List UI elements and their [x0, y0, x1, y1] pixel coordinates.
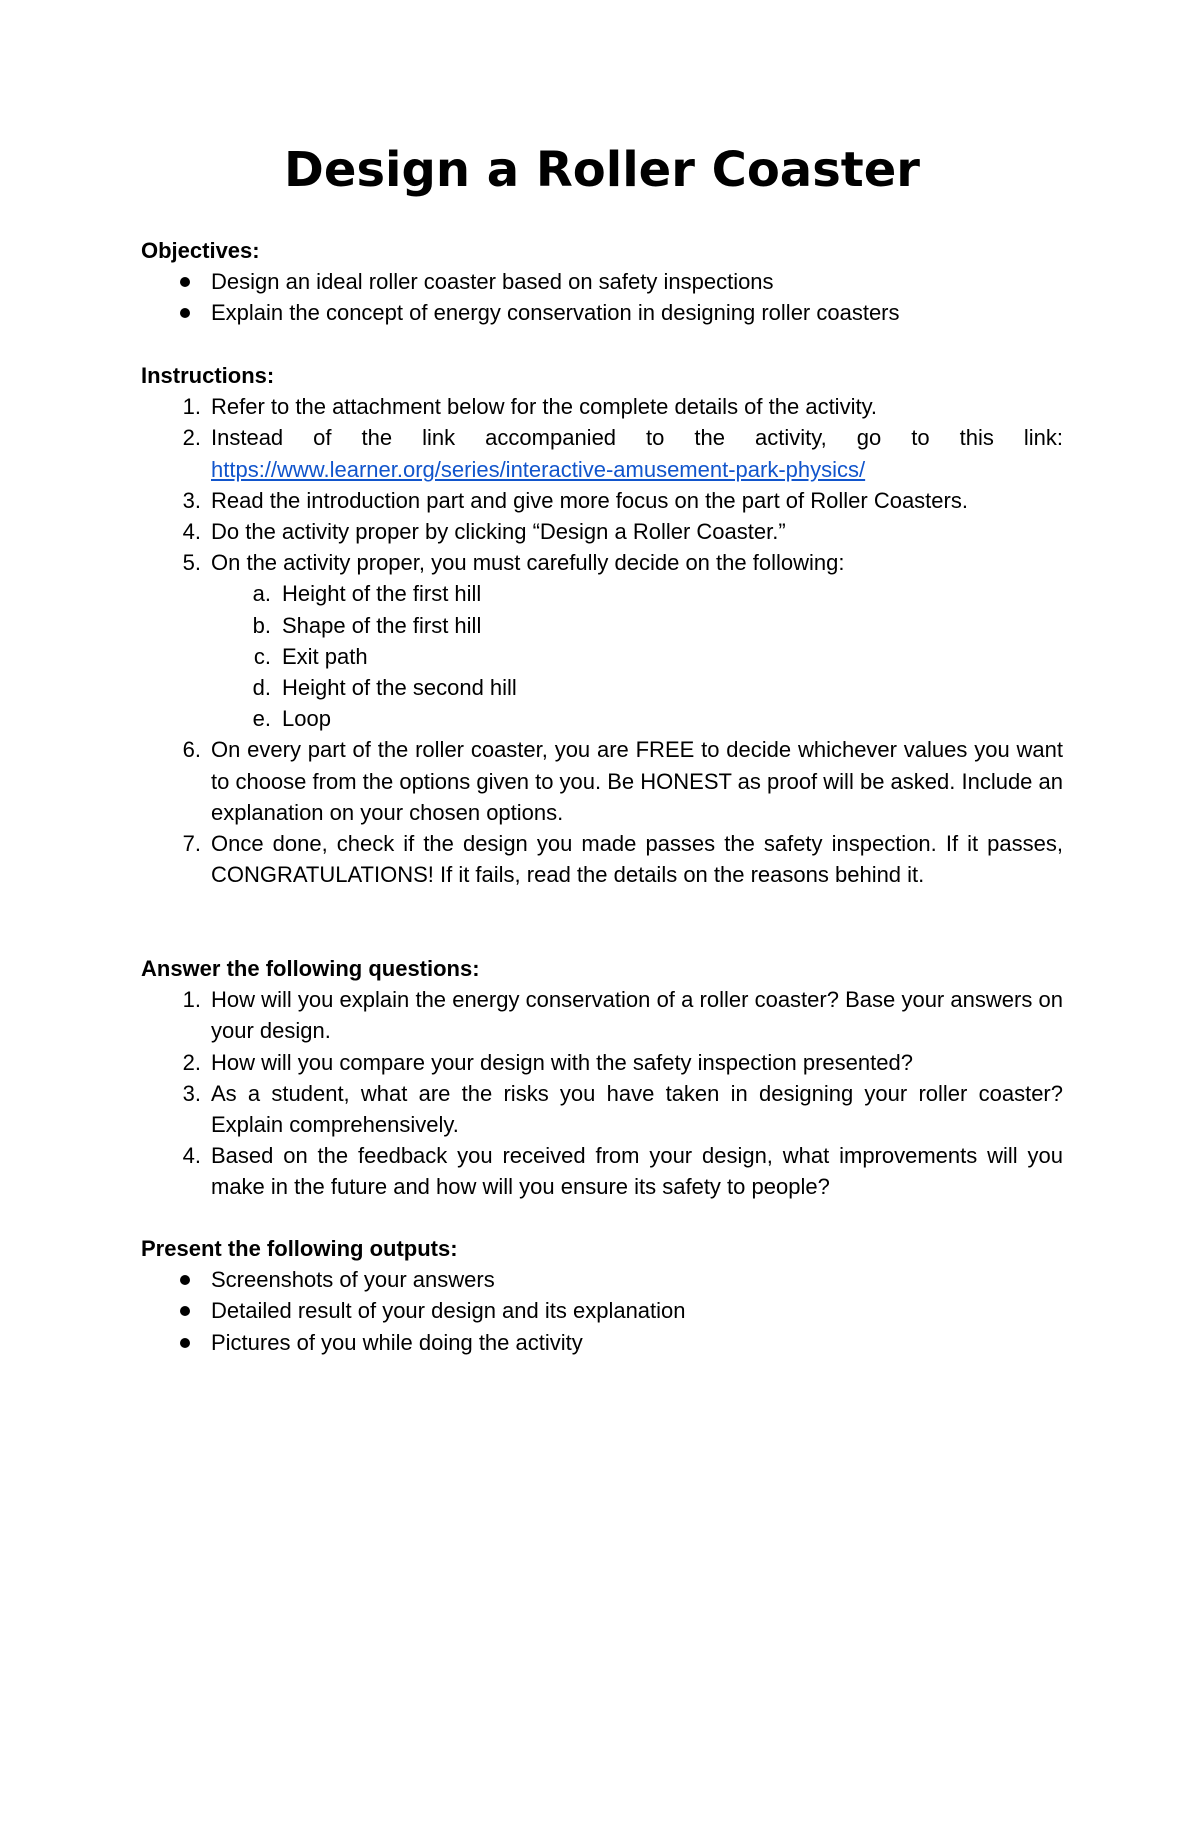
list-item: 4. Do the activity proper by clicking “Design a Roller Coaster.” [182, 519, 786, 545]
bullet-icon [180, 308, 190, 318]
objectives-heading: Objectives: [141, 238, 260, 263]
list-item: 2. Instead of the link accompanied to the activity, go to this link: https://www.learner.org/series/interactive-amusement-park-physics/ [182, 425, 1063, 482]
list-item: Design an ideal roller coaster based on safety inspections [141, 266, 1063, 297]
questions-heading: Answer the following questions: [141, 956, 480, 981]
list-item: 7. Once done, check if the design you made passes the safety inspection. If it passes, CONGRATULATIONS! If it fails, read the details on the reasons behind it. [182, 831, 1063, 888]
objectives-section [141, 235, 1063, 329]
list-item: Detailed result of your design and its explanation [141, 1295, 1063, 1326]
questions-list [141, 984, 1063, 1202]
list-item: 6. On every part of the roller coaster, you are FREE to decide whichever values you want to choose from the options given to you. Be HONEST as proof will be asked. Include an explanation on your chosen options. [182, 737, 1063, 825]
bullet-icon [180, 1306, 190, 1316]
list-item: 3. As a student, what are the risks you have taken in designing your roller coaster? Explain comprehensively. [182, 1080, 1063, 1138]
bullet-icon [180, 277, 190, 287]
sub-list-item: c. Exit path [253, 643, 368, 669]
list-item: 2. How will you compare your design with the safety inspection presented? [182, 1049, 913, 1075]
outputs-section [141, 1233, 1063, 1358]
list-item: 1. Refer to the attachment below for the complete details of the activity. [182, 394, 878, 420]
list-item: Screenshots of your answers [141, 1264, 1063, 1295]
bullet-icon [180, 1338, 190, 1348]
objectives-list [141, 266, 1063, 328]
instructions-list [141, 391, 1063, 890]
bullet-icon [180, 1275, 190, 1285]
list-item: Explain the concept of energy conservation in designing roller coasters [141, 297, 1063, 328]
sub-list-item: e. Loop [252, 706, 331, 732]
list-item: 3. Read the introduction part and give more focus on the part of Roller Coasters. [182, 487, 968, 513]
activity-link[interactable]: https://www.learner.org/series/interactive-amusement-park-physics/ [211, 456, 866, 482]
list-item: 4. Based on the feedback you received from your design, what improvements will you make in the future and how will you ensure its safety to people? [182, 1143, 1063, 1200]
list-item: 5. On the activity proper, you must carefully decide on the following: [182, 550, 845, 576]
list-item: 1. How will you explain the energy conservation of a roller coaster? Base your answers on your design. [182, 987, 1063, 1044]
questions-section [141, 953, 1063, 1203]
sub-list-item: b. Shape of the first hill [252, 612, 482, 638]
page-title: Design a Roller Coaster [284, 142, 920, 198]
outputs-list [141, 1264, 1063, 1358]
instructions-heading: Instructions: [141, 363, 275, 388]
sub-list-item: d. Height of the second hill [252, 675, 517, 701]
instructions-section [141, 360, 1063, 890]
sub-list-item: a. Height of the first hill [252, 581, 482, 607]
list-item: Pictures of you while doing the activity [141, 1327, 1063, 1358]
outputs-heading: Present the following outputs: [141, 1236, 458, 1261]
